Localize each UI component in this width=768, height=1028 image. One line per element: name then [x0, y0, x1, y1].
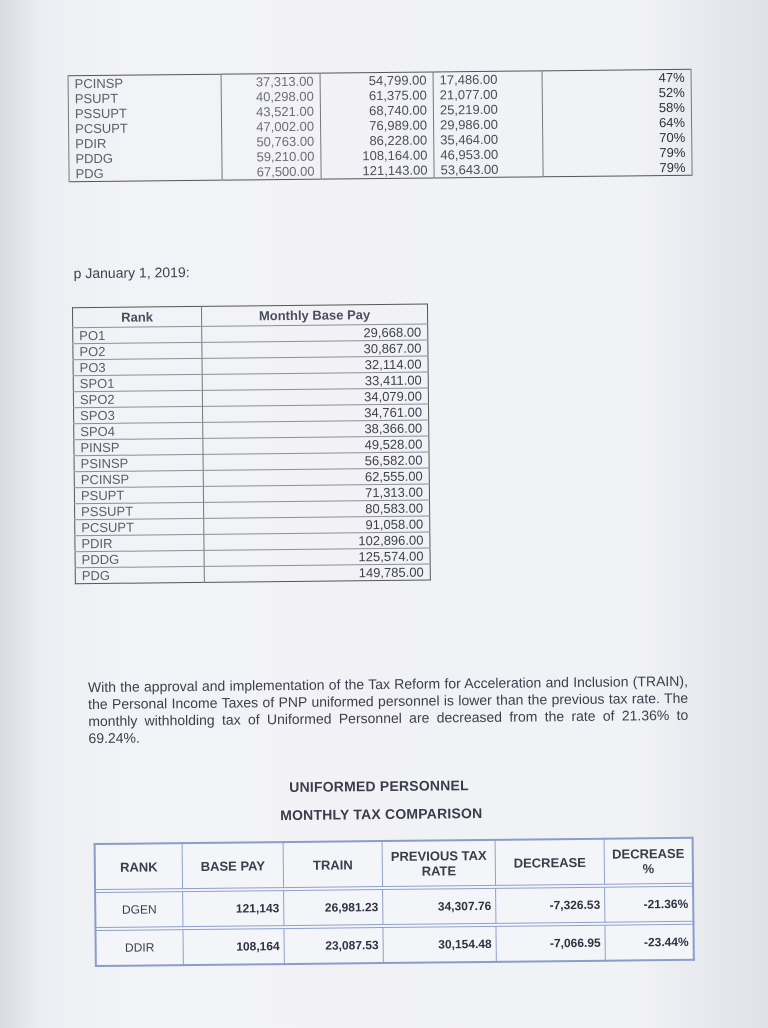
increase-percent-cell: 70%: [543, 130, 692, 147]
comparison-header-train: TRAIN: [283, 841, 382, 888]
monthly-base-pay-column-header: Monthly Base Pay: [258, 307, 371, 324]
rank-cell: DDIR: [95, 930, 183, 966]
comparison-header-decrease: DECREASE: [495, 839, 604, 886]
monthly-base-pay-cell: 34,079.00: [202, 388, 428, 406]
old-pay-cell: 40,298.00: [221, 89, 320, 105]
rank-cell: PCSUPT: [75, 518, 204, 535]
monthly-base-pay-cell: 30,867.00: [202, 340, 428, 358]
rank-cell: PO1: [73, 326, 202, 343]
rank-cell: PCINSP: [68, 74, 221, 91]
rank-cell: PO3: [73, 358, 202, 375]
rank-salary-increase-table: [68, 69, 693, 183]
comparison-header-previous-tax-rate: PREVIOUS TAX RATE: [382, 840, 495, 887]
monthly-base-pay-cell: 29,668.00: [202, 324, 428, 342]
rank-cell: SPO3: [74, 406, 203, 423]
monthly-base-pay-cell: 38,366.00: [203, 420, 429, 438]
train-explanation-paragraph: With the approval and implementation of the Tax Reform for Acceleration and Inclusion (TRAIN), the Personal Income Taxes of PNP uniformed personnel is lower than the previous tax rate. The monthly withholding tax of Uniformed Personnel are decreased from the rate of 21.36% to 69.24%.: [87, 672, 689, 747]
table-row: [75, 564, 430, 584]
old-pay-cell: 37,313.00: [221, 73, 320, 90]
increase-cell: 21,077.00: [433, 86, 542, 102]
previous-tax-cell: 34,307.76: [383, 888, 496, 924]
rank-cell: PSUPT: [68, 90, 221, 107]
section-title-uniformed-personnel: UNIFORMED PERSONNEL: [289, 777, 469, 796]
rank-cell: PDG: [69, 165, 222, 182]
increase-percent-cell: 79%: [543, 160, 692, 177]
rank-cell: PSSUPT: [75, 502, 204, 519]
previous-tax-cell: 30,154.48: [383, 926, 496, 963]
rank-cell: PCINSP: [74, 470, 203, 487]
rank-cell: PDIR: [69, 135, 222, 152]
old-pay-cell: 43,521.00: [221, 104, 320, 120]
increase-percent-cell: 52%: [542, 85, 691, 102]
rank-column-header: Rank: [72, 306, 201, 327]
comparison-header-decrease-percent: DECREASE %: [604, 838, 693, 884]
increase-cell: 35,464.00: [434, 131, 543, 147]
rank-cell: PSINSP: [74, 454, 203, 471]
decrease-cell: -7,326.53: [496, 887, 605, 923]
increase-cell: 46,953.00: [434, 146, 543, 162]
old-pay-cell: 67,500.00: [222, 164, 321, 181]
decrease-percent-cell: -23.44%: [605, 924, 694, 960]
monthly-base-pay-cell: 149,785.00: [204, 564, 430, 582]
monthly-base-pay-cell: 125,574.00: [204, 548, 430, 566]
rank-salary-increase-body: [68, 69, 692, 182]
monthly-tax-comparison-table: [94, 837, 695, 967]
old-pay-cell: 59,210.00: [222, 149, 321, 165]
effective-date-label: p January 1, 2019:: [73, 264, 190, 282]
monthly-base-pay-cell: 32,114.00: [202, 356, 428, 374]
comparison-body: [95, 883, 694, 966]
monthly-base-pay-cell: 71,313.00: [203, 484, 429, 502]
comparison-header-base-pay: BASE PAY: [182, 842, 283, 889]
increase-cell: 17,486.00: [433, 71, 542, 88]
monthly-base-pay-cell: 33,411.00: [202, 372, 428, 390]
section-title-monthly-tax-comparison: MONTHLY TAX COMPARISON: [280, 804, 483, 824]
old-pay-cell: 47,002.00: [222, 119, 321, 135]
monthly-base-pay-cell: 91,058.00: [204, 516, 430, 534]
increase-percent-cell: 79%: [543, 145, 692, 162]
rank-cell: SPO4: [74, 422, 203, 439]
increase-cell: 29,986.00: [433, 116, 542, 132]
base-pay-cell: 108,164: [183, 929, 284, 966]
increase-cell: 53,643.00: [434, 161, 543, 178]
new-pay-cell: 86,228.00: [321, 132, 434, 148]
monthly-base-pay-cell: 62,555.00: [203, 468, 429, 486]
decrease-cell: -7,066.95: [496, 925, 605, 962]
monthly-base-pay-cell: 80,583.00: [204, 500, 430, 518]
new-pay-cell: 76,989.00: [321, 117, 434, 133]
rank-cell: PINSP: [74, 438, 203, 455]
table-row: [95, 924, 693, 966]
rank-cell: PO2: [73, 342, 202, 359]
base-pay-cell: 121,143: [183, 891, 284, 927]
rank-cell: DGEN: [95, 892, 183, 928]
rank-cell: PDIR: [75, 534, 204, 551]
increase-percent-cell: 58%: [542, 100, 691, 117]
new-pay-cell: 54,799.00: [320, 72, 433, 89]
train-tax-cell: 26,981.23: [284, 890, 383, 926]
rank-cell: PDG: [75, 566, 204, 583]
monthly-base-pay-cell: 34,761.00: [203, 404, 429, 422]
increase-cell: 25,219.00: [433, 101, 542, 117]
new-pay-cell: 121,143.00: [321, 162, 434, 179]
old-pay-cell: 50,763.00: [222, 134, 321, 150]
train-tax-cell: 23,087.53: [284, 928, 383, 965]
comparison-header-row: [95, 838, 693, 890]
increase-percent-cell: 64%: [542, 115, 691, 132]
rank-cell: PDDG: [75, 550, 204, 567]
monthly-base-pay-cell: 49,528.00: [203, 436, 429, 454]
rank-cell: SPO2: [73, 390, 202, 407]
rank-cell: PSUPT: [74, 486, 203, 503]
rank-cell: PSSUPT: [68, 105, 221, 122]
rank-cell: PDDG: [69, 150, 222, 167]
rank-cell: PCSUPT: [69, 120, 222, 137]
increase-percent-cell: 47%: [542, 69, 691, 86]
decrease-percent-cell: -21.36%: [605, 886, 694, 922]
monthly-base-pay-body: [73, 324, 431, 584]
new-pay-cell: 61,375.00: [320, 87, 433, 103]
new-pay-cell: 108,164.00: [321, 147, 434, 163]
comparison-header-rank: RANK: [95, 843, 183, 889]
monthly-base-pay-table: [72, 304, 431, 585]
rank-cell: SPO1: [73, 374, 202, 391]
monthly-base-pay-cell: 102,896.00: [204, 532, 430, 550]
new-pay-cell: 68,740.00: [320, 102, 433, 118]
monthly-base-pay-cell: 56,582.00: [203, 452, 429, 470]
